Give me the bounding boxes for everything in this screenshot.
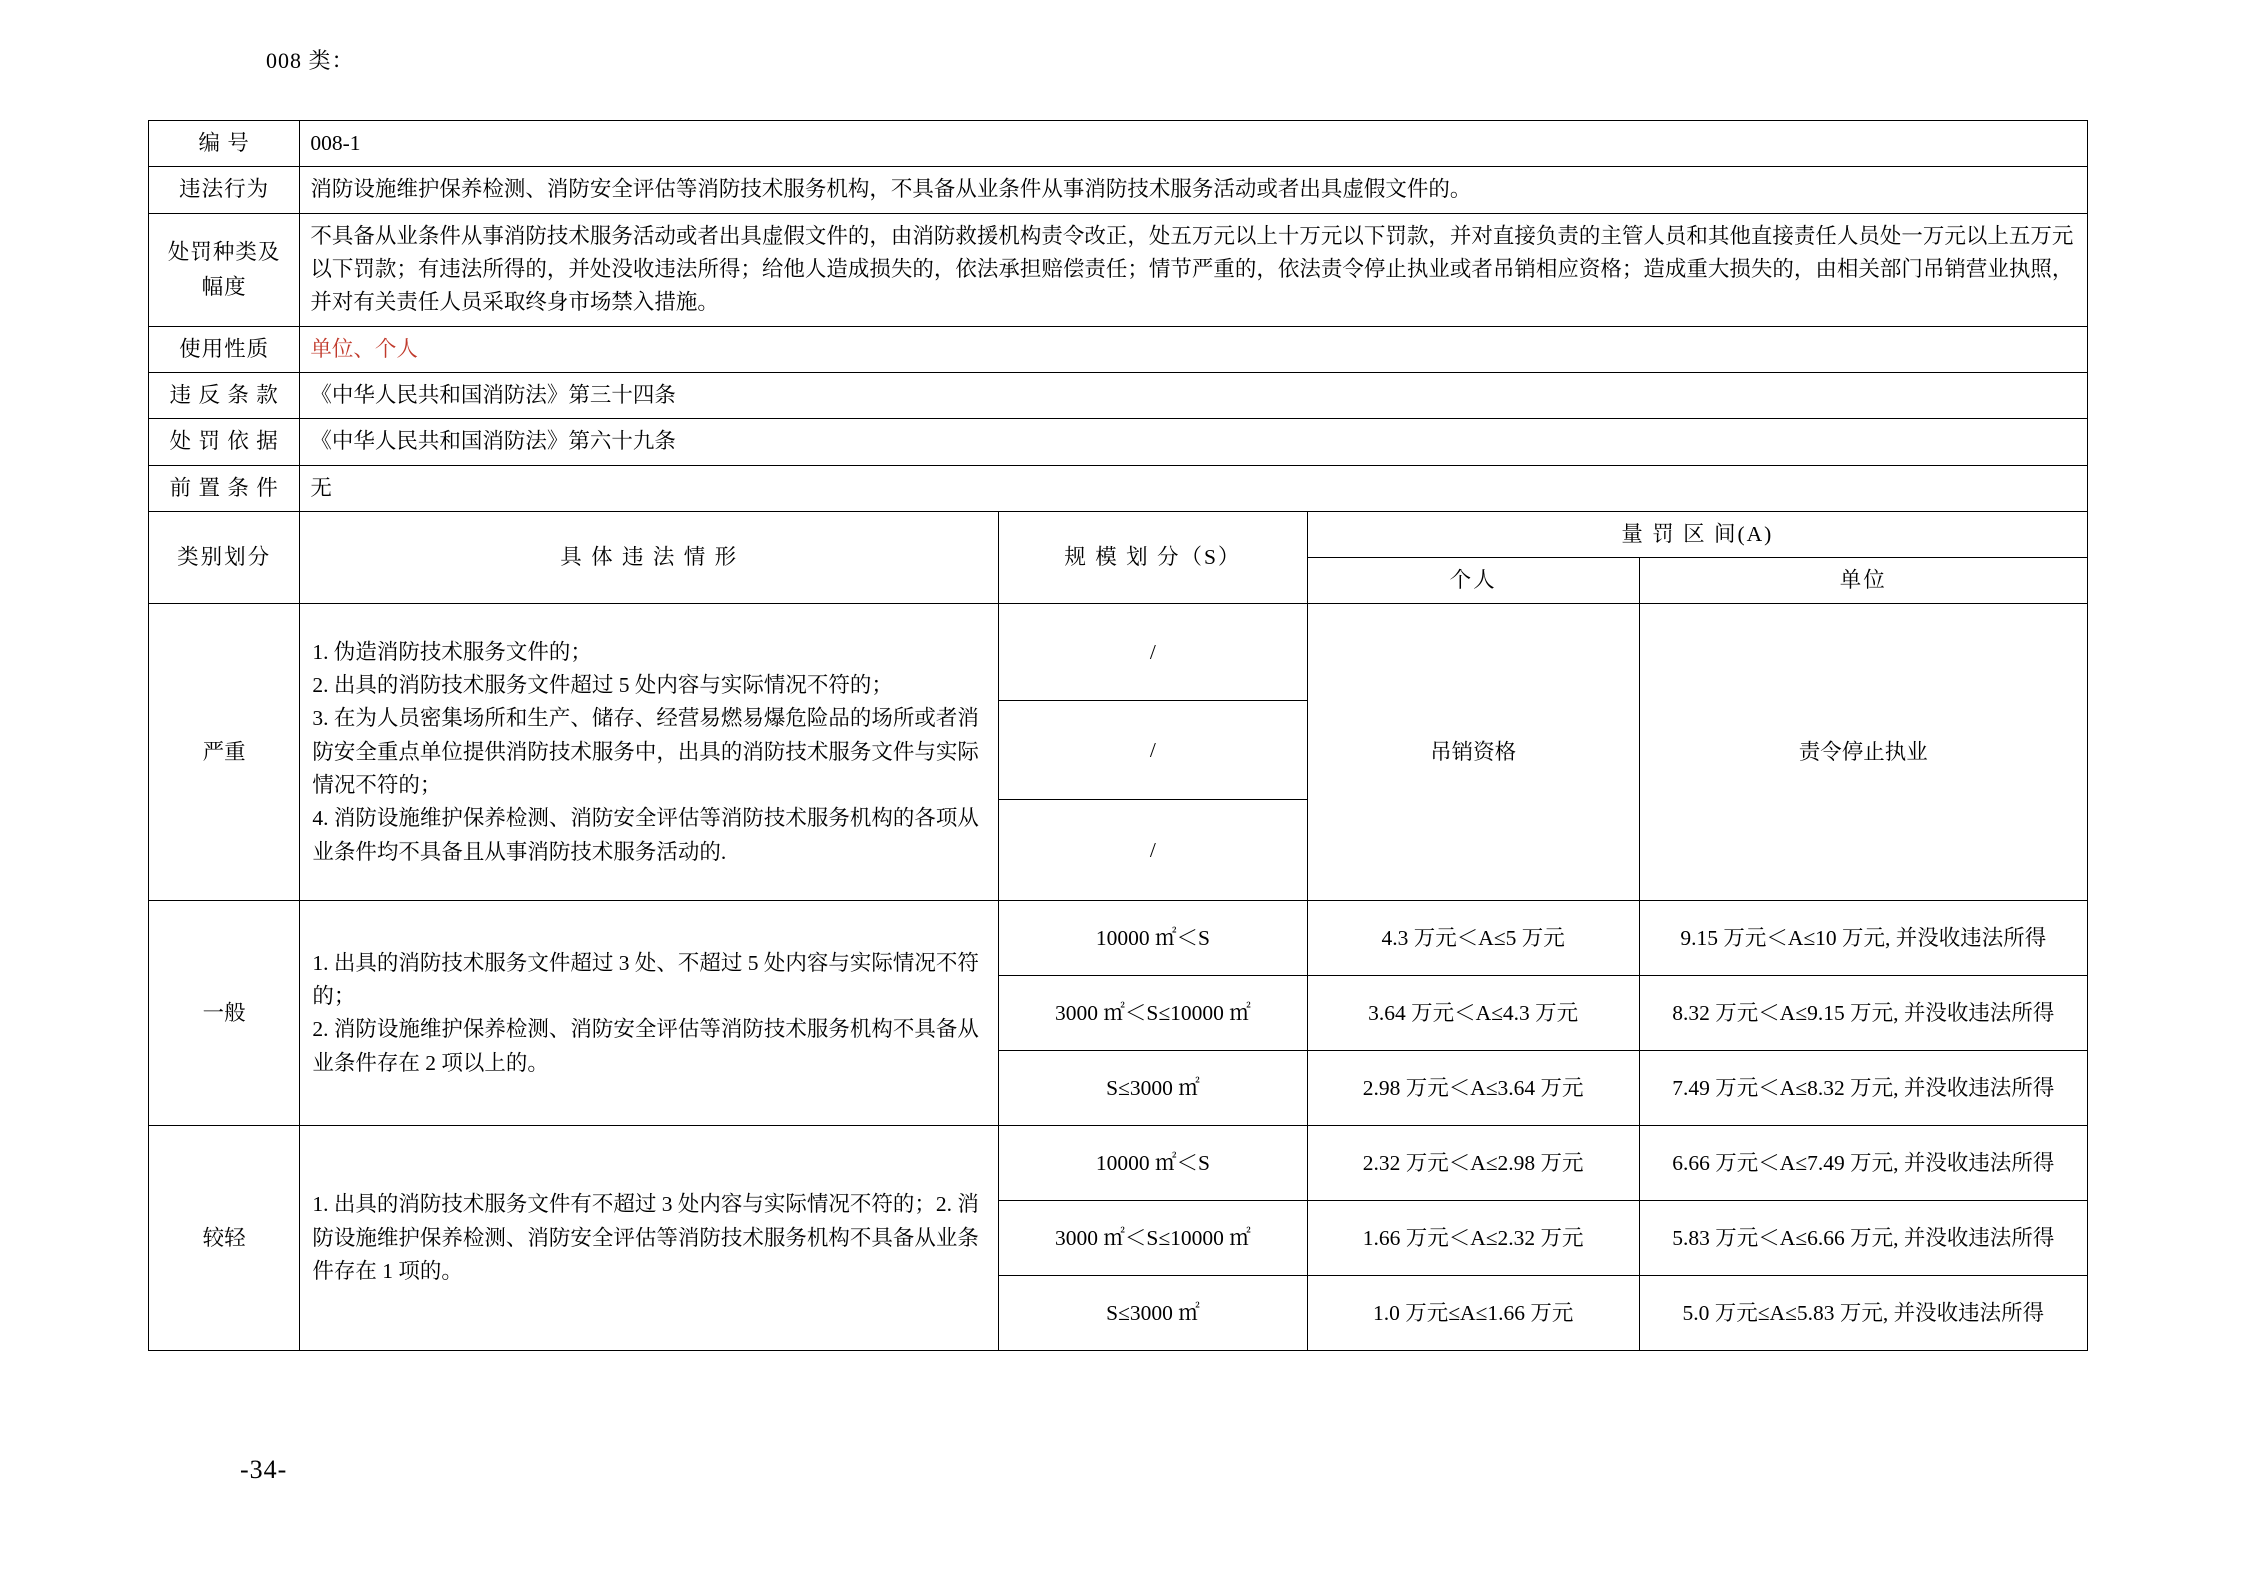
scale-severe-3: / — [999, 800, 1308, 901]
situation-minor: 1. 出具的消防技术服务文件有不超过 3 处内容与实际情况不符的；2. 消防设施维护保养检测、消防安全评估等消防技术服务机构不具备从业条件存在 1 项的。 — [300, 1126, 999, 1351]
row-value-penalty-type: 不具备从业条件从事消防技术服务活动或者出具虚假文件的，由消防救援机构责令改正，处五万元以上十万元以下罚款，并对直接负责的主管人员和其他直接责任人员处一万元以上五万元以下罚款；有违法所得的，并处没收违法所得；给他人造成损失的，依法承担赔偿责任；情节严重的，依法责令停止执业或者吊销相应资格；造成重大损失的，由相关部门吊销营业执照，并对有关责任人员采取终身市场禁入措施。 — [300, 213, 2088, 326]
personal-general-2: 3.64 万元＜A≤4.3 万元 — [1307, 976, 1639, 1051]
personal-minor-3: 1.0 万元≤A≤1.66 万元 — [1307, 1276, 1639, 1351]
row-value-clause: 《中华人民共和国消防法》第三十四条 — [300, 372, 2088, 418]
row-label-violation: 违法行为 — [149, 167, 300, 213]
table-row-minor-1 — [149, 1126, 2088, 1201]
row-label-penalty-type — [149, 213, 300, 326]
header-penalty-range: 量 罚 区 间(A) — [1307, 511, 2087, 557]
situation-general — [300, 901, 999, 1126]
category-label: 008 类： — [266, 48, 355, 73]
unit-severe: 责令停止执业 — [1639, 604, 2087, 901]
header-category: 类别划分 — [149, 511, 300, 604]
table-row-severe-1 — [149, 604, 2088, 701]
scale-minor-1: 10000 ㎡＜S — [999, 1126, 1308, 1201]
situation-general-line1: 1. 出具的消防技术服务文件超过 3 处、不超过 5 处内容与实际情况不符的； — [312, 950, 979, 1009]
row-label-basis: 处 罚 依 据 — [149, 419, 300, 465]
unit-general-3: 7.49 万元＜A≤8.32 万元, 并没收违法所得 — [1639, 1051, 2087, 1126]
personal-minor-1: 2.32 万元＜A≤2.98 万元 — [1307, 1126, 1639, 1201]
category-minor: 较轻 — [149, 1126, 300, 1351]
table-row-usage — [149, 326, 2088, 372]
situation-severe — [300, 604, 999, 901]
situation-severe-line2: 2. 出具的消防技术服务文件超过 5 处内容与实际情况不符的； — [312, 673, 893, 698]
header-situation: 具 体 违 法 情 形 — [300, 511, 999, 604]
table-row-violation — [149, 167, 2088, 213]
row-value-number: 008-1 — [300, 121, 2088, 167]
unit-minor-1: 6.66 万元＜A≤7.49 万元, 并没收违法所得 — [1639, 1126, 2087, 1201]
personal-severe: 吊销资格 — [1307, 604, 1639, 901]
scale-general-1: 10000 ㎡＜S — [999, 901, 1308, 976]
scale-minor-2: 3000 ㎡＜S≤10000 ㎡ — [999, 1201, 1308, 1276]
personal-minor-2: 1.66 万元＜A≤2.32 万元 — [1307, 1201, 1639, 1276]
situation-severe-line1: 1. 伪造消防技术服务文件的； — [312, 639, 592, 664]
row-label-clause: 违 反 条 款 — [149, 372, 300, 418]
row-label-usage: 使用性质 — [149, 326, 300, 372]
unit-minor-2: 5.83 万元＜A≤6.66 万元, 并没收违法所得 — [1639, 1201, 2087, 1276]
unit-general-2: 8.32 万元＜A≤9.15 万元, 并没收违法所得 — [1639, 976, 2087, 1051]
situation-severe-line3: 3. 在为人员密集场所和生产、储存、经营易燃易爆危险品的场所或者消防安全重点单位提供消防技术服务中，出具的消防技术服务文件与实际情况不符的； — [312, 706, 979, 798]
unit-general-1: 9.15 万元＜A≤10 万元, 并没收违法所得 — [1639, 901, 2087, 976]
personal-general-1: 4.3 万元＜A≤5 万元 — [1307, 901, 1639, 976]
table-row-clause — [149, 372, 2088, 418]
penalty-table — [148, 120, 2088, 1351]
personal-general-3: 2.98 万元＜A≤3.64 万元 — [1307, 1051, 1639, 1126]
table-header-row-1 — [149, 511, 2088, 557]
scale-general-3: S≤3000 ㎡ — [999, 1051, 1308, 1126]
table-row-general-1 — [149, 901, 2088, 976]
row-value-basis: 《中华人民共和国消防法》第六十九条 — [300, 419, 2088, 465]
header-scale: 规 模 划 分（S） — [999, 511, 1308, 604]
table-row-basis — [149, 419, 2088, 465]
penalty-type-label-line2: 幅度 — [201, 274, 247, 299]
scale-general-2: 3000 ㎡＜S≤10000 ㎡ — [999, 976, 1308, 1051]
row-label-precondition: 前 置 条 件 — [149, 465, 300, 511]
table-row-precondition — [149, 465, 2088, 511]
row-label-number: 编 号 — [149, 121, 300, 167]
scale-severe-1: / — [999, 604, 1308, 701]
row-value-precondition: 无 — [300, 465, 2088, 511]
table-row-penalty-type — [149, 213, 2088, 326]
penalty-type-label-line1: 处罚种类及 — [167, 240, 281, 265]
row-value-violation: 消防设施维护保养检测、消防安全评估等消防技术服务机构，不具备从业条件从事消防技术服务活动或者出具虚假文件的。 — [300, 167, 2088, 213]
situation-severe-line4: 4. 消防设施维护保养检测、消防安全评估等消防技术服务机构的各项从业条件均不具备且从事消防技术服务活动的. — [312, 806, 979, 864]
scale-minor-3: S≤3000 ㎡ — [999, 1276, 1308, 1351]
header-unit: 单位 — [1639, 558, 2087, 604]
page-number: -34- — [240, 1455, 288, 1484]
header-personal: 个人 — [1307, 558, 1639, 604]
scale-severe-2: / — [999, 701, 1308, 800]
table-row-number — [149, 121, 2088, 167]
category-general: 一般 — [149, 901, 300, 1126]
unit-minor-3: 5.0 万元≤A≤5.83 万元, 并没收违法所得 — [1639, 1276, 2087, 1351]
situation-general-line2: 2. 消防设施维护保养检测、消防安全评估等消防技术服务机构不具备从业条件存在 2 项以上的。 — [312, 1017, 979, 1075]
row-value-usage: 单位、个人 — [300, 326, 2088, 372]
category-severe: 严重 — [149, 604, 300, 901]
